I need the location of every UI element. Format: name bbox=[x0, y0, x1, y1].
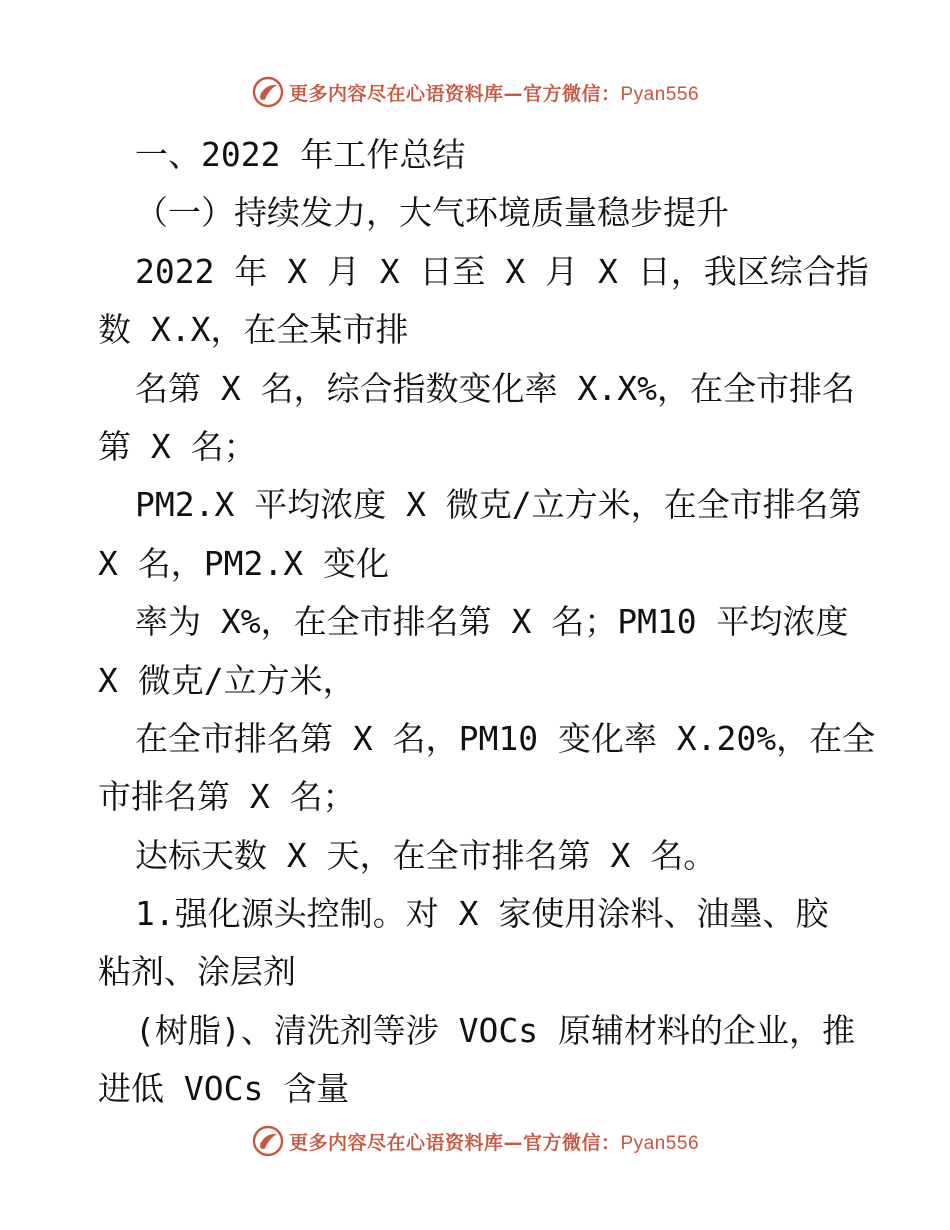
paragraph-line: 率为 X%，在全市排名第 X 名；PM10 平均浓度 bbox=[135, 602, 849, 642]
paragraph-line: 2022 年 X 月 X 日至 X 月 X 日，我区综合指 bbox=[135, 251, 869, 291]
header-watermark-banner bbox=[0, 72, 950, 112]
document-body bbox=[98, 126, 876, 1119]
footer-banner-cn: 更多内容尽在心语资料库—官方微信： bbox=[288, 1131, 621, 1154]
paragraph-line: 在全市排名第 X 名，PM10 变化率 X.20%，在全 bbox=[135, 718, 876, 758]
xinyu-logo-icon bbox=[251, 1124, 285, 1158]
header-banner-text bbox=[289, 79, 699, 106]
paragraph-line: 名第 X 名，综合指数变化率 X.X%，在全市排名 bbox=[135, 368, 855, 408]
paragraph-line: X 名，PM2.X 变化 bbox=[98, 543, 389, 583]
paragraph-line: 第 X 名； bbox=[98, 426, 257, 466]
paragraph-line: 进低 VOCs 含量 bbox=[98, 1069, 350, 1109]
header-banner-cn: 更多内容尽在心语资料库—官方微信： bbox=[288, 82, 621, 105]
paragraph-line: X 微克/立方米， bbox=[98, 660, 356, 700]
section-heading: 一、2022 年工作总结 bbox=[135, 135, 466, 174]
header-banner-wechat-id: Pyan556 bbox=[620, 83, 700, 105]
footer-watermark-banner bbox=[0, 1121, 950, 1161]
footer-banner-text bbox=[289, 1128, 699, 1155]
paragraph-line: 数 X.X，在全某市排 bbox=[98, 310, 409, 350]
paragraph-line: 粘剂、涂层剂 bbox=[98, 952, 296, 992]
xinyu-logo-icon bbox=[251, 75, 285, 109]
paragraph-line: 市排名第 X 名； bbox=[98, 777, 356, 817]
paragraph-line: (树脂)、清洗剂等涉 VOCs 原辅材料的企业，推 bbox=[135, 1010, 855, 1050]
subsection-heading: （一）持续发力，大气环境质量稳步提升 bbox=[135, 193, 729, 233]
paragraph-line: 1.强化源头控制。对 X 家使用涂料、油墨、胶 bbox=[135, 894, 829, 934]
paragraph-line: PM2.X 平均浓度 X 微克/立方米，在全市排名第 bbox=[135, 485, 862, 525]
footer-banner-wechat-id: Pyan556 bbox=[620, 1132, 700, 1154]
paragraph-line: 达标天数 X 天，在全市排名第 X 名。 bbox=[135, 835, 717, 875]
